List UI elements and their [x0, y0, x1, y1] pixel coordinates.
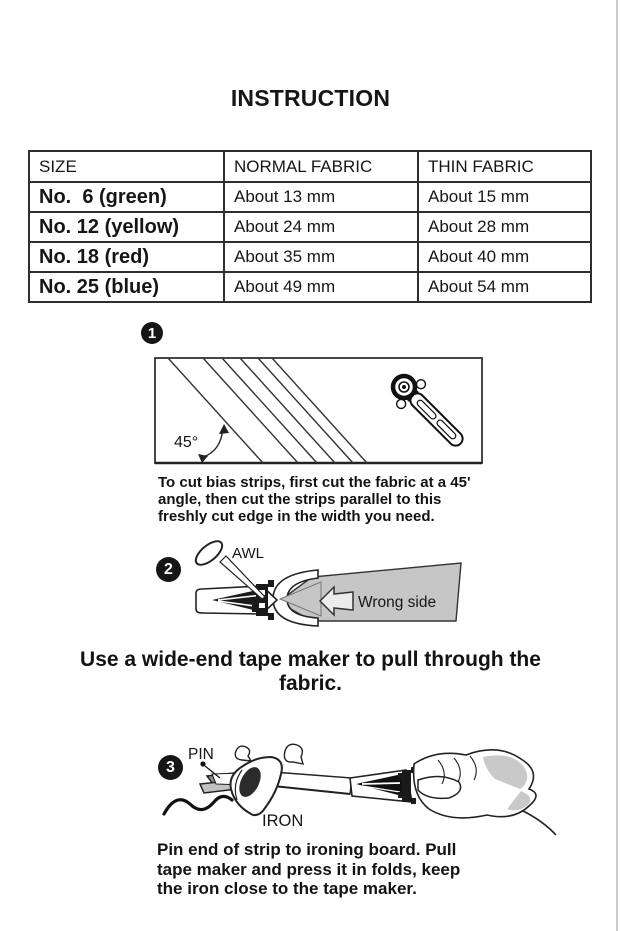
thin-cell: About 40 mm: [418, 242, 591, 272]
caption-line: fabric.: [278, 672, 343, 695]
table-row: [29, 182, 591, 212]
awl-label: AWL: [232, 545, 264, 562]
power-cord-icon: [164, 796, 232, 814]
caption-line: tape maker and press it in folds, keep: [157, 859, 461, 879]
tape-strip: [273, 772, 352, 794]
table-row: [29, 242, 591, 272]
caption-line: the iron close to the tape maker.: [157, 879, 417, 898]
size-table: [28, 150, 592, 303]
col-header-normal: NORMAL FABRIC: [224, 151, 418, 182]
normal-cell: About 13 mm: [224, 182, 418, 212]
thin-cell: About 28 mm: [418, 212, 591, 242]
angle-label: 45°: [174, 434, 199, 451]
size-cell: No. 25 (blue): [29, 272, 224, 302]
step-3-caption: [157, 840, 487, 899]
caption-line: Pin end of strip to ironing board. Pull: [157, 840, 457, 859]
iron-icon: [231, 757, 282, 815]
size-cell: No. 18 (red): [29, 242, 224, 272]
thin-cell: About 15 mm: [418, 182, 591, 212]
size-cell: No. 12 (yellow): [29, 212, 224, 242]
scan-edge-line: [616, 0, 618, 931]
table-header-row: [29, 151, 591, 182]
caption-line: Use a wide-end tape maker to pull through the: [80, 648, 541, 671]
table-row: [29, 272, 591, 302]
page-title: INSTRUCTION: [230, 85, 391, 111]
step-3-figure: [150, 720, 562, 838]
step-2-badge: 2: [156, 557, 181, 582]
step-1-badge: 1: [141, 322, 163, 344]
caption-line: freshly cut edge in the width you need.: [158, 508, 435, 525]
step-2-caption: [0, 648, 621, 696]
pin-label: PIN: [188, 746, 214, 763]
step-1-caption: [158, 474, 498, 525]
normal-cell: About 35 mm: [224, 242, 418, 272]
table-row: [29, 212, 591, 242]
tape-maker-mouth: [273, 570, 321, 626]
normal-cell: About 24 mm: [224, 212, 418, 242]
hand-icon: [414, 750, 556, 835]
col-header-size: SIZE: [29, 151, 224, 182]
iron-label: IRON: [262, 812, 304, 830]
wrong-side-label: Wrong side: [358, 594, 437, 611]
step-1-figure: [150, 355, 490, 467]
col-header-thin: THIN FABRIC: [418, 151, 591, 182]
thin-cell: About 54 mm: [418, 272, 591, 302]
step-2-figure: [128, 540, 468, 640]
caption-line: angle, then cut the strips parallel to this: [158, 491, 442, 508]
caption-line: To cut bias strips, first cut the fabric at a 45': [158, 474, 471, 491]
size-cell: No. 6 (green): [29, 182, 224, 212]
step-3-badge: 3: [158, 755, 183, 780]
tape-maker-icon: [350, 767, 416, 804]
normal-cell: About 49 mm: [224, 272, 418, 302]
